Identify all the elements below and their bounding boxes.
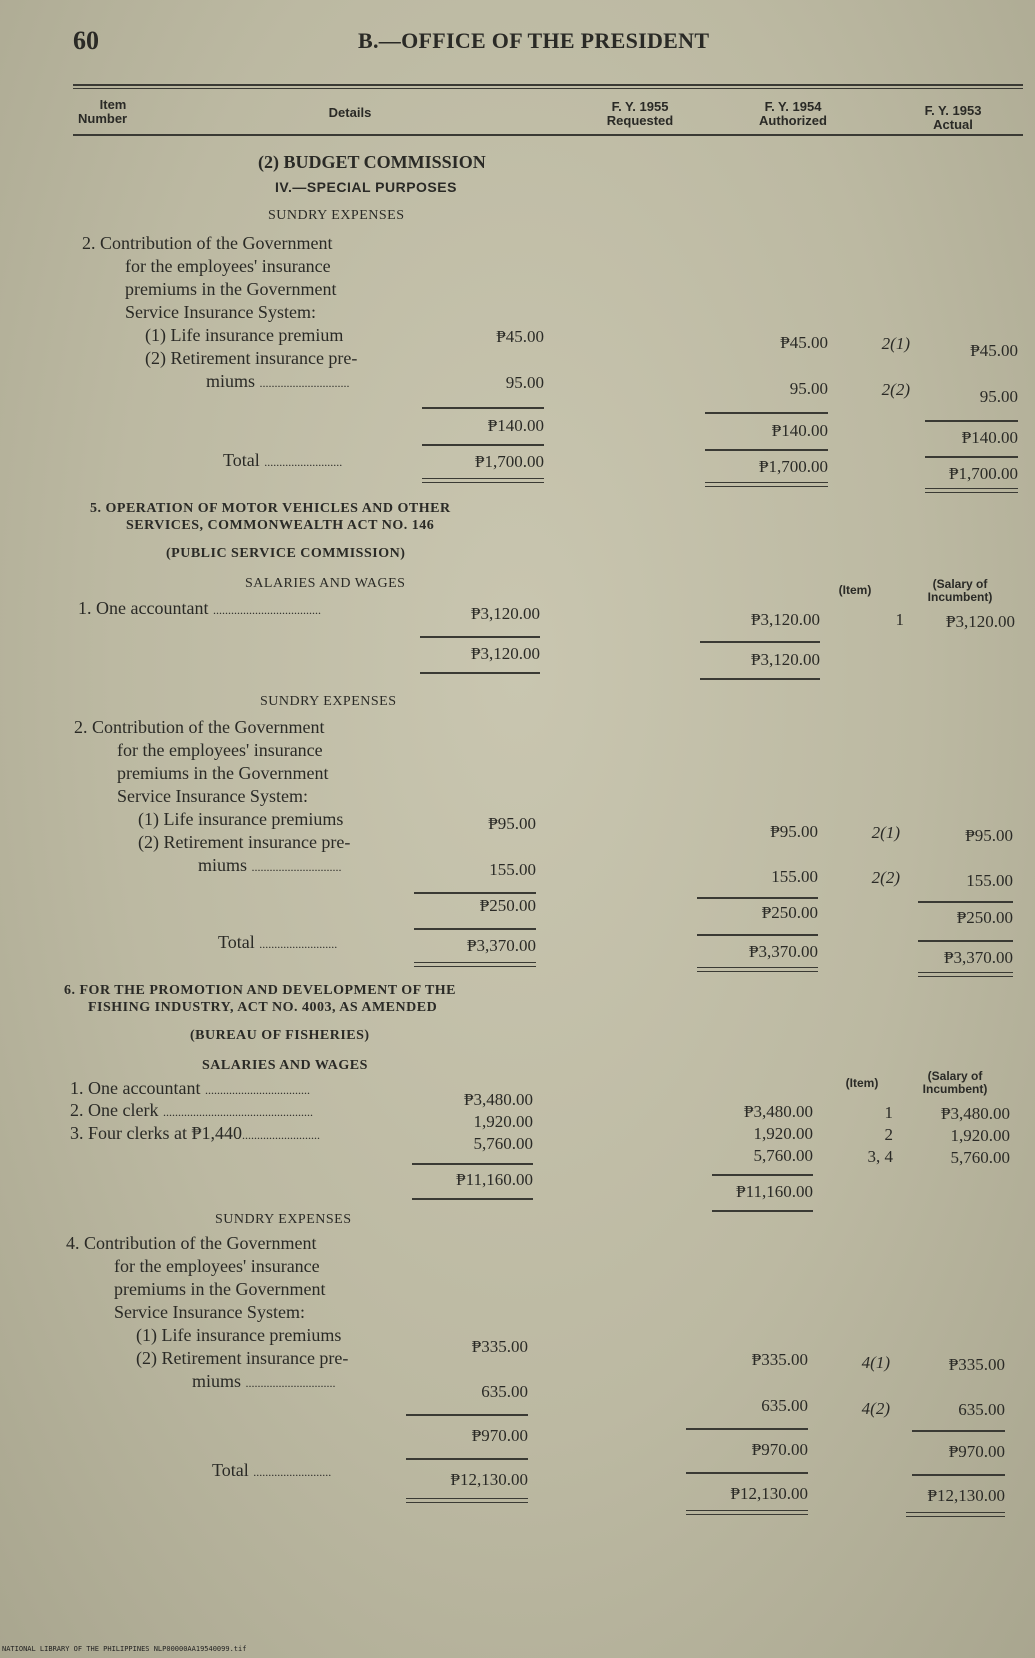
retirement-label: (2) Retirement insurance pre- xyxy=(138,832,351,852)
row-clerk: 2. One clerk .................................................. xyxy=(70,1100,313,1120)
header-rule-top-2 xyxy=(73,88,1023,89)
retirement-label: (2) Retirement insurance pre- xyxy=(136,1348,349,1368)
total-rule xyxy=(918,940,1013,942)
double-rule xyxy=(705,482,828,487)
value: 5,760.00 xyxy=(753,1146,813,1165)
value: 635.00 xyxy=(958,1400,1005,1419)
agency-fisheries: (BUREAU OF FISHERIES) xyxy=(190,1028,370,1043)
value: ₱3,370.00 xyxy=(467,936,536,955)
sundry-heading: SUNDRY EXPENSES xyxy=(260,694,397,709)
value: ₱3,120.00 xyxy=(471,644,540,663)
value: 1,920.00 xyxy=(950,1126,1010,1145)
value: ₱1,700.00 xyxy=(949,464,1018,483)
value: ₱3,120.00 xyxy=(471,604,540,623)
salary-subheader: (Salary of Incumbent) xyxy=(922,1069,988,1096)
value: ₱12,130.00 xyxy=(730,1484,808,1503)
subtotal-rule xyxy=(705,412,828,414)
item-ref: 4(1) xyxy=(861,1353,890,1372)
value: ₱970.00 xyxy=(948,1442,1005,1461)
value: 155.00 xyxy=(966,871,1013,890)
value: 5,760.00 xyxy=(950,1148,1010,1167)
value: ₱3,480.00 xyxy=(744,1102,813,1121)
value: ₱12,130.00 xyxy=(450,1470,528,1489)
rule xyxy=(712,1210,813,1212)
value: 1,920.00 xyxy=(473,1112,533,1131)
retirement-label-2: miums .............................. xyxy=(198,855,342,875)
value: ₱1,700.00 xyxy=(759,457,828,476)
item-description: 2. Contribution of the Government for the employees' insurance premiums in the Government Service Insurance System: xyxy=(74,717,329,806)
double-rule xyxy=(697,967,818,972)
subtotal-rule xyxy=(414,892,536,894)
life-insurance-label: (1) Life insurance premiums xyxy=(138,809,344,829)
value: 95.00 xyxy=(979,387,1018,406)
value: ₱45.00 xyxy=(970,341,1018,360)
subtotal-rule xyxy=(912,1430,1005,1432)
total-label: Total .......................... xyxy=(212,1460,332,1480)
retirement-label-2: miums .............................. xyxy=(192,1371,336,1391)
retirement-label: (2) Retirement insurance pre- xyxy=(145,348,358,368)
section-subtitle: IV.—SPECIAL PURPOSES xyxy=(275,179,457,195)
value: ₱140.00 xyxy=(961,428,1018,447)
total-label: Total .......................... xyxy=(218,932,338,952)
item-ref: 1 xyxy=(884,1103,893,1122)
subtotal-rule xyxy=(697,897,818,899)
life-insurance-label: (1) Life insurance premium xyxy=(145,325,344,345)
item-ref: 2(1) xyxy=(871,823,900,842)
salary-subheader: (Salary of Incumbent) xyxy=(927,577,993,604)
value: ₱335.00 xyxy=(471,1337,528,1356)
value: 5,760.00 xyxy=(473,1134,533,1153)
value: ₱140.00 xyxy=(771,421,828,440)
col-item-number: Item Number xyxy=(78,97,128,126)
double-rule xyxy=(906,1512,1005,1517)
rule xyxy=(420,672,540,674)
value: ₱11,160.00 xyxy=(456,1170,533,1189)
subtotal-rule xyxy=(406,1414,528,1416)
total-rule xyxy=(414,928,536,930)
row-accountant: 1. One accountant .................................... xyxy=(78,598,321,618)
total-rule xyxy=(686,1472,808,1474)
page-number: 60 xyxy=(73,26,99,55)
value: ₱970.00 xyxy=(471,1426,528,1445)
subtotal-rule xyxy=(918,901,1013,903)
retirement-label-2: miums .............................. xyxy=(206,371,350,391)
value: ₱250.00 xyxy=(956,908,1013,927)
value: ₱45.00 xyxy=(780,333,828,352)
life-insurance-label: (1) Life insurance premiums xyxy=(136,1325,342,1345)
double-rule xyxy=(686,1510,808,1515)
value: ₱970.00 xyxy=(751,1440,808,1459)
value: ₱95.00 xyxy=(488,814,536,833)
col-fy1953: F. Y. 1953 Actual xyxy=(924,103,982,132)
double-rule xyxy=(918,972,1013,977)
value: ₱250.00 xyxy=(479,896,536,915)
value: ₱3,370.00 xyxy=(944,948,1013,967)
col-fy1954: F. Y. 1954 Authorized xyxy=(759,99,827,128)
value: ₱3,120.00 xyxy=(751,610,820,629)
value: 155.00 xyxy=(489,860,536,879)
subtotal-rule xyxy=(686,1428,808,1430)
section-title-budget: (2) BUDGET COMMISSION xyxy=(258,152,486,172)
item-ref: 2(2) xyxy=(881,380,910,399)
page-title: B.—OFFICE OF THE PRESIDENT xyxy=(358,28,710,53)
item-description: 2. Contribution of the Government for the employees' insurance premiums in the Government Service Insurance System: xyxy=(82,233,337,322)
double-rule xyxy=(925,488,1018,493)
value: ₱95.00 xyxy=(770,822,818,841)
row-accountant: 1. One accountant ................................... xyxy=(70,1078,310,1098)
salaries-heading: SALARIES AND WAGES xyxy=(245,576,406,591)
subtotal-rule xyxy=(422,407,544,409)
double-rule xyxy=(414,962,536,967)
rule xyxy=(412,1198,533,1200)
item-ref: 2 xyxy=(884,1125,893,1144)
value: 95.00 xyxy=(505,373,544,392)
subtotal-rule xyxy=(925,420,1018,422)
item-ref: 1 xyxy=(895,610,904,629)
item-ref: 2(1) xyxy=(881,334,910,353)
item-description: 4. Contribution of the Government for the employees' insurance premiums in the Government Service Insurance System: xyxy=(66,1233,326,1322)
agency-public-service: (PUBLIC SERVICE COMMISSION) xyxy=(166,546,406,561)
value: ₱3,480.00 xyxy=(464,1090,533,1109)
salaries-heading: SALARIES AND WAGES xyxy=(202,1058,368,1073)
section-title-fishing: 6. FOR THE PROMOTION AND DEVELOPMENT OF THE FISHING INDUSTRY, ACT NO. 4003, AS AMENDED xyxy=(64,983,457,1015)
value: ₱95.00 xyxy=(965,826,1013,845)
value: ₱335.00 xyxy=(751,1350,808,1369)
value: ₱335.00 xyxy=(948,1355,1005,1374)
section-title-motor: 5. OPERATION OF MOTOR VEHICLES AND OTHER SERVICES, COMMONWEALTH ACT NO. 146 xyxy=(90,501,451,533)
value: ₱45.00 xyxy=(496,327,544,346)
row-four-clerks: 3. Four clerks at ₱1,440.......................... xyxy=(70,1123,320,1143)
rule xyxy=(700,678,820,680)
value: ₱3,120.00 xyxy=(751,650,820,669)
sundry-heading: SUNDRY EXPENSES xyxy=(268,208,405,223)
value: ₱1,700.00 xyxy=(475,452,544,471)
value: ₱250.00 xyxy=(761,903,818,922)
item-ref: 4(2) xyxy=(861,1399,890,1418)
subtotal-rule xyxy=(412,1163,533,1165)
value: 155.00 xyxy=(771,867,818,886)
total-rule xyxy=(422,444,544,446)
double-rule xyxy=(422,478,544,483)
item-ref: 3, 4 xyxy=(867,1147,893,1166)
subtotal-rule xyxy=(700,641,820,643)
value: 95.00 xyxy=(789,379,828,398)
value: 635.00 xyxy=(481,1382,528,1401)
subtotal-rule xyxy=(420,636,540,638)
total-rule xyxy=(925,456,1018,458)
total-rule xyxy=(912,1474,1005,1476)
value: ₱11,160.00 xyxy=(736,1182,813,1201)
value: ₱3,370.00 xyxy=(749,942,818,961)
total-rule xyxy=(697,934,818,936)
item-subheader: (Item) xyxy=(845,1076,879,1090)
scan-footer: NATIONAL LIBRARY OF THE PHILIPPINES NLP00000AA19540099.tif xyxy=(2,1645,247,1653)
col-details: Details xyxy=(328,105,372,120)
item-ref: 2(2) xyxy=(871,868,900,887)
header-rule-bottom xyxy=(73,134,1023,136)
col-fy1955: F. Y. 1955 Requested xyxy=(606,99,674,128)
value: ₱140.00 xyxy=(487,416,544,435)
value: 1,920.00 xyxy=(753,1124,813,1143)
sundry-heading: SUNDRY EXPENSES xyxy=(215,1212,352,1227)
value: ₱12,130.00 xyxy=(927,1486,1005,1505)
value: 635.00 xyxy=(761,1396,808,1415)
header-rule-top xyxy=(73,84,1023,86)
value: ₱3,120.00 xyxy=(946,612,1015,631)
total-rule xyxy=(406,1458,528,1460)
item-subheader: (Item) xyxy=(838,583,872,597)
value: ₱3,480.00 xyxy=(941,1104,1010,1123)
total-label: Total .......................... xyxy=(223,450,343,470)
total-rule xyxy=(705,449,828,451)
double-rule xyxy=(406,1498,528,1503)
subtotal-rule xyxy=(712,1174,813,1176)
